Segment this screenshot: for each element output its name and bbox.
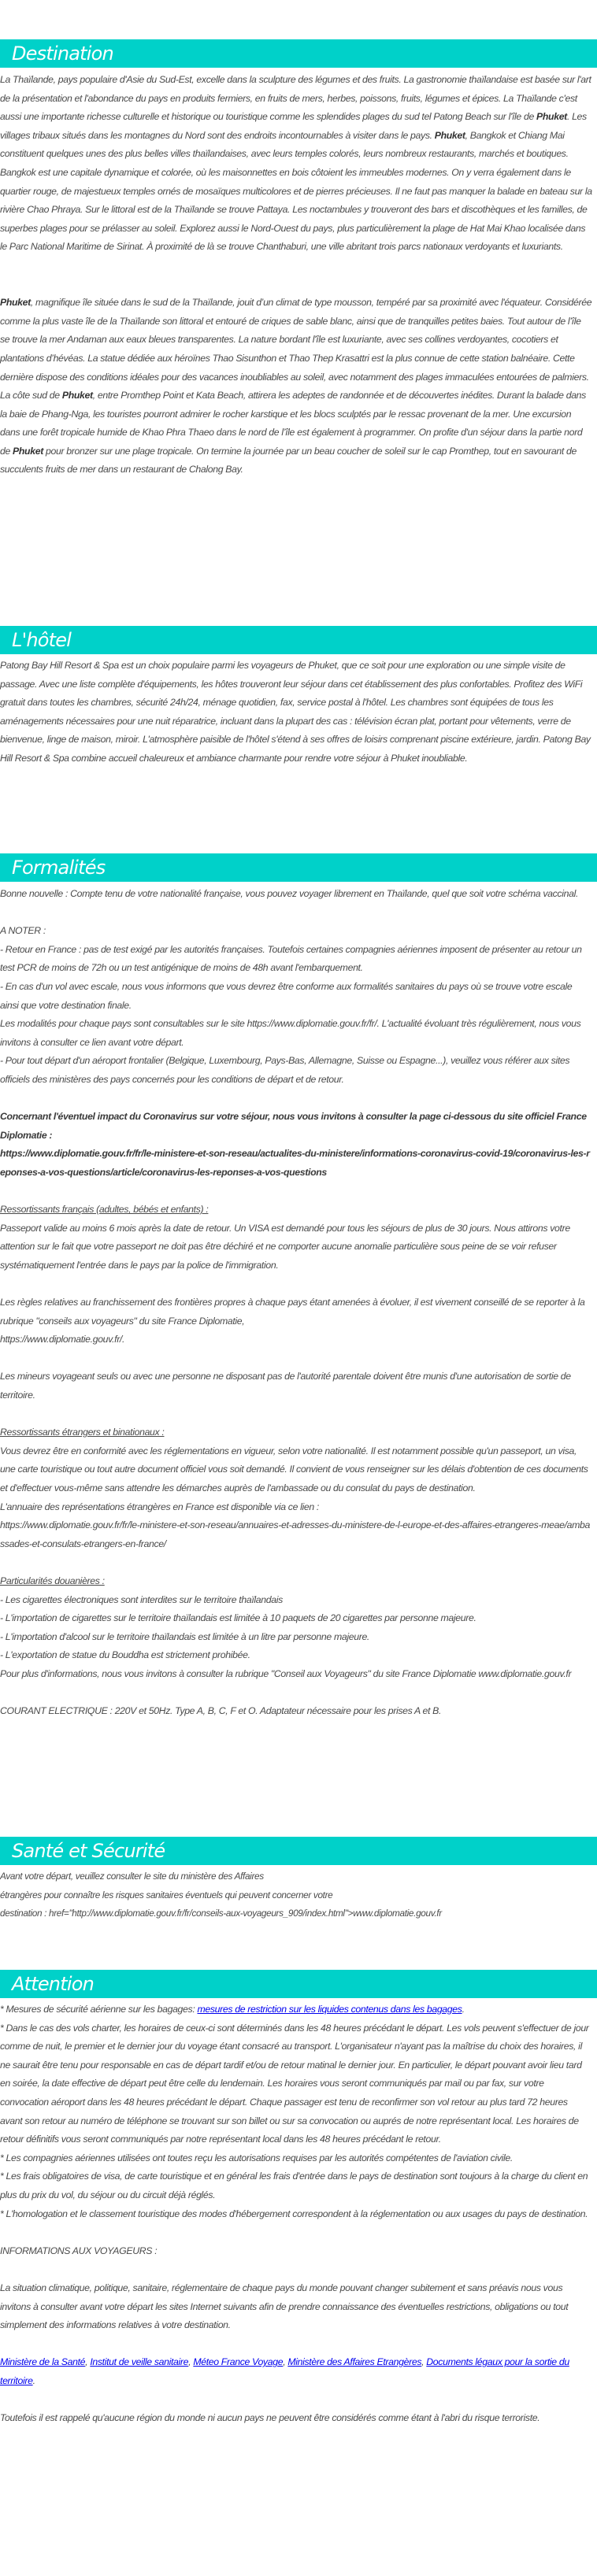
sante-line: étrangères pour connaître les risques sanitaires éventuels qui peuvent concerner votre bbox=[0, 1889, 333, 1901]
link-documents-legaux[interactable]: Documents légaux pour la sortie du territoire bbox=[0, 2356, 569, 2386]
infos-voyageurs-label: INFORMATIONS AUX VOYAGEURS : bbox=[0, 2245, 158, 2256]
ressortissants-francais-label: Ressortissants français (adultes, bébés et enfants) : bbox=[0, 1204, 209, 1216]
hotel-description: Patong Bay Hill Resort & Spa est un choix populaire parmi les voyageurs de Phuket, que ce soit pour une exploration ou une simple visite de passage. Avec une liste complète d'équipements, les hôtes trouveront leur séjour dans cet établissement des plus confortables. Profitez des WiFi gratuit dans toutes les chambres, sécurité 24h/24, ménage quotidien, fax, service postal à l'hôtel. Les chambres sont équipées de tous les aménagements nécessaires pour une nuit réparatrice, incluant dans la plupart des cas : télévision écran plat, portant pour vêtements, verre de bienvenue, linge de maison, miroir. L'atmosphère paisible de l'hôtel s'étend à ses offres de loisirs comprenant piscine extérieure, jardin. Patong Bay Hill Resort & Spa combine accueil chaleureux et ambiance charmante pour rendre votre séjour à Phuket inoubliable. bbox=[0, 660, 591, 764]
sante-line: destination : href="http://www.diplomatie.gouv.fr/fr/conseils-aux-voyageurs_909/index.html">www.diplomatie.gouv.fr bbox=[0, 1908, 442, 1919]
section-header-sante bbox=[0, 1837, 597, 1865]
section-title-destination: Destination bbox=[12, 43, 113, 65]
ressortissants-etrangers-label: Ressortissants étrangers et binationaux : bbox=[0, 1427, 165, 1438]
douane-line: - L'exportation de statue du Bouddha est strictement prohibée. bbox=[0, 1649, 250, 1661]
attention-content bbox=[0, 2000, 592, 2428]
charter-notice: * Dans le cas des vols charter, les horaires de ceux-ci sont déterminés dans les 48 heures précédant le départ. Les vols peuvent s'effectuer de jour comme de nuit, le premier et le dernier jour du voyage étant consacré au transport. L'organisateur n'ayant pas la maîtrise du choix des horaires, il ne saurait être tenu pour responsable en cas de départ tardif et/ou de retour matinal le dernier jour. En particulier, le départ pouvant avoir lieu tard en soirée, la date effective de départ peut être celle du lendemain. Les horaires vous seront communiqués par mail ou par fax, sur votre convocation aéroport dans les 48 heures précédant le départ. Chaque passager est tenu de reconfirmer son vol retour au plus tard 72 heures avant son retour au numéro de téléphone se trouvant sur son billet ou sur sa convocation ou auprés de notre représentant local. Les horaires de retour définitifs vous seront communiqués par notre représentant local dans les 48 heures précédant le retour. bbox=[0, 2022, 589, 2145]
formalites-content bbox=[0, 885, 592, 1721]
coronavirus-url: https://www.diplomatie.gouv.fr/fr/le-ministere-et-son-reseau/actualites-du-ministere/informations-coronavirus-covid-19/coronavirus-les-reponses-a-vos-questions/article/coronavirus-les-reponses-a-vos-questions bbox=[0, 1148, 590, 1178]
sante-content bbox=[0, 1867, 592, 1923]
a-noter-line: - Pour tout départ d'un aéroport frontalier (Belgique, Luxembourg, Pays-Bas, Allemagne, Suisse ou Espagne...), veuillez vous référer aux sites officiels des ministères des pays concernés pour les conditions de départ et de retour. bbox=[0, 1055, 570, 1085]
situation-notice: La situation climatique, politique, sanitaire, réglementaire de chaque pays du monde pouvant changer subitement et sans préavis nous vous invitons à consulter avant votre départ les sites Internet suivants afin de prendre connaissance des éventuelles restrictions, obligations ou tout simplement des informations relatives à votre destination. bbox=[0, 2282, 569, 2331]
section-header-formalites bbox=[0, 853, 597, 882]
link-institut-veille-sanitaire[interactable]: Institut de veille sanitaire bbox=[90, 2356, 189, 2368]
link-meteo-france-voyage[interactable]: Méteo France Voyage bbox=[193, 2356, 284, 2368]
regles-frontieres: Les règles relatives au franchissement des frontières propres à chaque pays étant amenées à évoluer, il est vivement conseillé de se reporter à la rubrique "conseils aux voyageurs" du site France Diplomatie, https://www.diplomatie.gouv.fr/. bbox=[0, 1297, 585, 1345]
regles-url: https://www.diplomatie.gouv.fr/. bbox=[0, 1334, 125, 1345]
formalites-intro: Bonne nouvelle : Compte tenu de votre nationalité française, vous pouvez voyager librement en Thaïlande, quel que soit votre schéma vaccinal. bbox=[0, 888, 579, 899]
annuaire-text: L'annuaire des représentations étrangères en France est disponible via ce lien : bbox=[0, 1501, 320, 1512]
mineurs-notice: Les mineurs voyageant seuls ou avec une personne ne disposant pas de l'autorité parentale doivent être munis d'une autorisation de sortie de territoire. bbox=[0, 1371, 571, 1401]
ressortissants-etrangers-text: Vous devrez être en conformité avec les réglementations en vigueur, selon votre nationalité. Il est notamment possible qu'un passeport, un visa, une carte touristique ou tout autre document officiel vous soit demandé. Il convient de vous renseigner sur les délais d'obtention de ces documents et d'effectuer vous-même sans attendre les démarches auprès de l'ambassade ou du consulat du pays de destination. bbox=[0, 1445, 588, 1493]
sante-line: Avant votre départ, veuillez consulter le site du ministère des Affaires bbox=[0, 1871, 264, 1882]
homologation-notice: * L'homologation et le classement touristique des modes d'hébergement correspondent à la réglementation ou aux usages du pays de destination. bbox=[0, 2208, 588, 2219]
douane-line: Pour plus d'informations, nous vous invitons à consulter la rubrique "Conseil aux Voyageurs" du site France Diplomatie www.diplomatie.gouv.fr bbox=[0, 1667, 572, 1679]
section-title-formalites: Formalités bbox=[12, 857, 106, 879]
bagages-notice: * Mesures de sécurité aérienne sur les bagages: mesures de restriction sur les liquides contenus dans les bagages. bbox=[0, 2004, 465, 2015]
douane-label: Particularités douanières : bbox=[0, 1575, 105, 1586]
section-header-destination bbox=[0, 39, 597, 68]
destination-paragraph-2: Phuket, magnifique île située dans le sud de la Thaïlande, jouit d’un climat de type mousson, tempéré par sa proximité avec l'équateur. Considérée comme la plus vaste île de la Thaïlande son littoral et entouré de criques de sable blanc, ainsi que de tranquilles petites baies. Tout autour de l’île se trouve la mer Andaman aux eaux bleues transparentes. La nature bordant l'île est luxuriante, avec ses collines verdoyantes, cocotiers et plantations d’hévéas. La statue dédiée aux héroïnes Thao Sisunthon et Thao Thep Krasattri est la plus connue de cette station balnéaire. Cette dernière dispose des conditions idéales pour des vacances inoubliables au soleil, avec notamment des plages immaculées entourées de palmiers. La côte sud de Phuket, entre Promthep Point et Kata Beach, attirera les adeptes de randonnée et de découvertes inédites. Durant la balade dans la baie de Phang-Nga, les touristes pourront admirer le rocher karstique et les blocs sculptés par le ressac provenant de la mer. Une excursion dans une forêt tropicale humide de Khao Phra Thaeo dans le nord de l’île est également à programmer. On profite d'un séjour dans la partie nord de Phuket pour bronzer sur une plage tropicale. On termine la journée par un beau coucher de soleil sur le cap Promthep, tout en savourant de succulents fruits de mer dans un restaurant de Chalong Bay. bbox=[0, 297, 592, 476]
a-noter-label: A NOTER : bbox=[0, 925, 46, 937]
section-title-sante: Santé et Sécurité bbox=[12, 1840, 165, 1862]
douane-line: - L'importation de cigarettes sur le territoire thaïlandais est limitée à 10 paquets de 20 cigarettes par personne majeure. bbox=[0, 1612, 476, 1624]
compagnies-notice: * Les compagnies aériennes utilisées ont toutes reçu les autorisations requises par les autorités compétentes de l'aviation civile. bbox=[0, 2152, 513, 2163]
section-title-hotel: L'hôtel bbox=[12, 629, 72, 651]
link-ministere-sante[interactable]: Ministère de la Santé bbox=[0, 2356, 86, 2368]
courant-electrique: COURANT ELECTRIQUE : 220V et 50Hz. Type A, B, C, F et O. Adaptateur nécessaire pour les prises A et B. bbox=[0, 1705, 442, 1717]
bagages-restriction-link[interactable]: mesures de restriction sur les liquides contenus dans les bagages bbox=[197, 2004, 462, 2015]
section-title-attention: Attention bbox=[12, 1973, 94, 1995]
a-noter-line: Les modalités pour chaque pays sont consultables sur le site https://www.diplomatie.gouv.fr/fr/. L'actualité évoluant très régulièrement, nous vous invitons à consulter ce lien avant votre départ. bbox=[0, 1018, 581, 1048]
annuaire-url: https://www.diplomatie.gouv.fr/fr/le-ministere-et-son-reseau/annuaires-et-adresses-du-ministere-de-l-europe-et-des-affaires-etrangeres-meae/ambassades-et-consulats-etrangers-en-france/ bbox=[0, 1519, 591, 1549]
frais-notice: * Les frais obligatoires de visa, de carte touristique et en général les frais d'entrée dans le pays de destination sont toujours à la charge du client en plus du prix du vol, du séjour ou du circuit déjà réglés. bbox=[0, 2171, 588, 2200]
hotel-content bbox=[0, 657, 592, 768]
a-noter-line: - Retour en France : pas de test exigé par les autorités françaises. Toutefois certaines compagnies aériennes imposent de présenter au retour un test PCR de moins de 72h ou un test antigénique de moins de 48h avant l'embarquement. bbox=[0, 943, 582, 974]
a-noter-line: - En cas d'un vol avec escale, nous vous informons que vous devrez être conforme aux formalités sanitaires du pays où se trouve votre escale ainsi que votre destination finale. bbox=[0, 980, 573, 1011]
destination-content bbox=[0, 71, 592, 479]
coronavirus-notice: Concernant l'éventuel impact du Coronavirus sur votre séjour, nous vous invitons à consulter la page ci-dessous du site officiel France Diplomatie : https://www.diplomatie.gouv.fr/fr/le-ministere-et-son-reseau/actualites-du-ministere/informations-coronavirus-covid-19/coronavirus-les-reponses-a-vos-questions/article/coronavirus-les-reponses-a-vos-questions bbox=[0, 1111, 590, 1178]
destination-paragraph-1: La Thaïlande, pays populaire d'Asie du Sud-Est, excelle dans la sculpture des légumes et des fruits. La gastronomie thaïlandaise est basée sur l'art de la présentation et l'abondance du pays en produits fermiers, en fruits de mers, herbes, poissons, fruits, légumes et épices. La Thaïlande c'est aussi une importante richesse culturelle et historique ou touristique comme les splendides plages du sud tel Patong Beach sur l'île de Phuket. Les villages tribaux situés dans les montagnes du Nord sont des endroits incontournables à visiter dans le pays. Phuket, Bangkok et Chiang Mai constituent quelques unes des plus belles villes thaïlandaises, avec leurs temples colorés, leurs nombreux restaurants, marchés et boutiques. Bangkok est une capitale dynamique et colorée, où les maisonnettes en bois côtoient les immeubles modernes. On y verra également dans le quartier rouge, de majestueux temples ornés de mosaïques multicolores et de pierres précieuses. Il ne faut pas manquer la balade en bateau sur la rivière Chao Phraya. Sur le littoral est de la Thaïlande se trouve Pattaya. Les noctambules y trouveront des bars et discothèques et les familles, de superbes plages pour se prélasser au soleil. Explorez aussi le Nord-Ouest du pays, plus particulièrement la plage de Hat Mai Khao localisée dans le Parc National Maritime de Sirinat. À proximité de là se trouve Chanthaburi, une ville abritant trois parcs nationaux verdoyants et luxuriants. bbox=[0, 74, 592, 253]
douane-line: - L'importation d'alcool sur le territoire thaïlandais est limitée à un litre par personne majeure. bbox=[0, 1630, 370, 1642]
terrorisme-notice: Toutefois il est rappelé qu'aucune région du monde ni aucun pays ne peuvent être considérés comme étant à l'abri du risque terroriste. bbox=[0, 2412, 540, 2424]
official-links: Ministère de la Santé, Institut de veille sanitaire, Méteo France Voyage, Ministère des Affaires Etrangères, Documents légaux pour la sortie du territoire. bbox=[0, 2356, 569, 2386]
link-ministere-affaires-etrangeres[interactable]: Ministère des Affaires Etrangères bbox=[287, 2356, 422, 2368]
section-header-attention bbox=[0, 1970, 597, 1998]
douane-line: - Les cigarettes électroniques sont interdites sur le territoire thaïlandais bbox=[0, 1593, 283, 1605]
ressortissants-francais-text: Passeport valide au moins 6 mois après la date de retour. Un VISA est demandé pour tous les séjours de plus de 30 jours. Nous attirons votre attention sur le fait que votre passeport ne doit pas être déchiré et ne comporter aucune anomalie particulière sous peine de se voir refuser systématiquement l'entrée dans le pays par la police de l'immigration. bbox=[0, 1222, 570, 1271]
section-header-hotel bbox=[0, 626, 597, 654]
